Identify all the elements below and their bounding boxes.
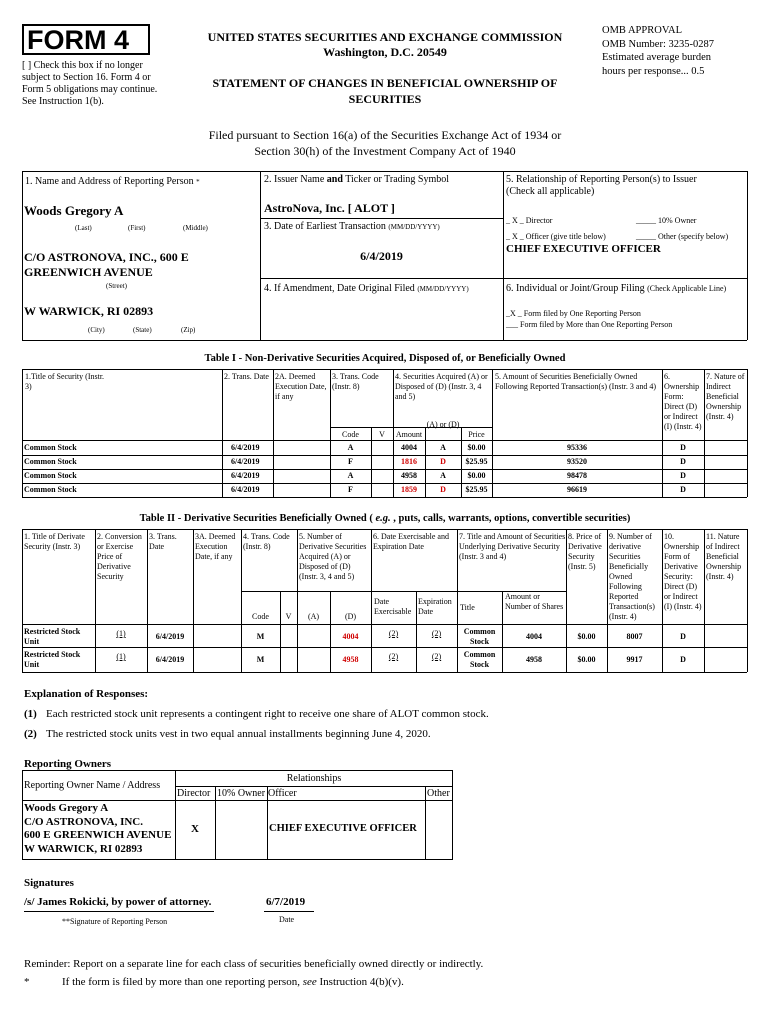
t1-row-form: D (680, 485, 686, 494)
t1-row-code: F (348, 485, 353, 494)
t2-h4: 4. Trans. Code (Instr. 8) (243, 532, 290, 551)
t2-top (22, 529, 747, 530)
t1-row-code: A (347, 443, 354, 452)
t2-row-conv: (1) (116, 652, 126, 661)
t2-h2: 2. Conversion or Exercise Price of Derivative Security (97, 532, 142, 581)
omb-approval (602, 24, 767, 78)
box1-label (25, 176, 200, 188)
t2-row-expiration: (2) (431, 629, 442, 638)
t2-v6 (371, 529, 372, 672)
t1-row-code: A (347, 471, 354, 480)
t2-h10: 10. Ownership Form of Derivative Security: Direct (D) or Indirect (I) (Instr. 4) (664, 532, 702, 611)
t1-h1: 1.Title of Security (Instr. 3) (25, 372, 105, 391)
box3-label-fmt: (MM/DD/YYYY) (388, 223, 440, 231)
t2-row-uamount: 4004 (526, 632, 542, 641)
other-checkbox[interactable]: _____ Other (specify below) (636, 232, 729, 241)
t1-row-sep (22, 455, 747, 456)
t2-sub-code: Code (252, 612, 269, 621)
signature-line (24, 911, 214, 912)
ro-director-x: X (191, 823, 199, 835)
footer-note-post: Instruction 4(b)(v). (316, 976, 404, 988)
label-first: (First) (128, 224, 146, 232)
t1-bottom (22, 497, 747, 498)
t2-header-bottom (22, 624, 747, 625)
t1-row-sep (22, 469, 747, 470)
label-last: (Last) (75, 224, 92, 232)
t2-row-price: $0.00 (577, 632, 596, 641)
footer-note-pre: If the form is filed by more than one reporting person, (62, 976, 303, 988)
explanation-title: Explanation of Responses: (24, 688, 149, 700)
ro-v4 (425, 786, 426, 860)
t2-row-title: Restricted Stock Unit (24, 650, 81, 669)
t1-v0 (22, 369, 23, 497)
t2-row-d: 4004 (342, 632, 359, 641)
date-line (264, 911, 314, 912)
signatures-title: Signatures (24, 877, 74, 889)
footer-star: * (24, 976, 30, 988)
label-street: (Street) (106, 282, 127, 290)
t2-v9 (607, 529, 608, 672)
omb-burden-1: Estimated average burden (602, 52, 712, 63)
t2-row-utitle: Common Stock (463, 650, 496, 669)
sec-title: UNITED STATES SECURITIES AND EXCHANGE COMMISSION (207, 30, 563, 44)
t1-row-owned: 93520 (567, 457, 587, 466)
director-checkbox[interactable]: _ X _ Director (506, 216, 553, 225)
t2-row-form: D (680, 632, 686, 641)
box2-label (264, 174, 449, 186)
t1-row-date: 6/4/2019 (231, 485, 260, 494)
box4-label-text: 4. If Amendment, Date Original Filed (264, 283, 415, 294)
box4-label (264, 283, 469, 295)
t2-row-price: $0.00 (577, 655, 596, 664)
t1-row-title: Common Stock (24, 457, 77, 466)
t1-row-ad: A (440, 471, 446, 480)
t1-row-title: Common Stock (24, 443, 77, 452)
reporting-person-name: Woods Gregory A (24, 203, 124, 218)
t2-sub-amount: Amount or Number of Shares (505, 592, 564, 611)
ro-col-ten: 10% Owner (217, 788, 266, 799)
t2-h8: 8. Price of Derivative Security (Instr. 5) (568, 532, 602, 571)
t1-h7: 7. Nature of Indirect Beneficial Ownership (Instr. 4) (706, 372, 745, 421)
t1-row-form: D (680, 457, 686, 466)
t2-sub-a: (A) (307, 612, 320, 621)
t1-row-form: D (680, 471, 686, 480)
reminder: Reminder: Report on a separate line for each class of securities beneficially owned directly or indirectly. (24, 958, 484, 970)
ro-officer-title: CHIEF EXECUTIVE OFFICER (269, 823, 417, 834)
box2-label-post: Ticker or Trading Symbol (342, 174, 450, 185)
box6-label-note: (Check Applicable Line) (647, 284, 727, 293)
t2-subhead-a (241, 591, 371, 592)
explanation-text: The restricted stock units vest in two equal annual installments beginning June 4, 2020. (46, 728, 431, 740)
t2-bottom (22, 672, 747, 673)
t1-row-ad: D (440, 457, 446, 466)
sec-address: Washington, D.C. 20549 (323, 45, 447, 59)
grid-divider-2 (503, 171, 504, 340)
t2-row-owned: 8007 (626, 632, 643, 641)
t2-h6: 6. Date Exercisable and Expiration Date (373, 532, 449, 551)
t1-row-code: F (348, 457, 353, 466)
t2-row-code: M (256, 632, 265, 641)
t1-sub-price: Price (468, 430, 485, 439)
explanation-text: Each restricted stock unit represents a contingent right to receive one share of ALOT common stock. (46, 708, 489, 720)
table2-title-pre: Table II - Derivative Securities Beneficially Owned ( (139, 513, 376, 524)
omb-burden-2: hours per response... 0.5 (602, 65, 705, 77)
box3-label-text: 3. Date of Earliest Transaction (264, 221, 386, 232)
t1-row-price: $0.00 (467, 471, 486, 480)
t1-v2 (273, 369, 274, 497)
t1-row-date: 6/4/2019 (231, 471, 260, 480)
t2-row-conv: (1) (116, 629, 126, 638)
t2-sub-expiration: Expiration Date (418, 597, 452, 616)
t2-v12 (747, 529, 748, 672)
t2-v4 (241, 529, 242, 672)
ro-address (24, 802, 171, 856)
t1-row-amount: 4004 (401, 443, 417, 452)
box5-label-line2: (Check all applicable) (506, 186, 595, 197)
t2-row-exercisable: (2) (388, 629, 399, 638)
t2-v10 (662, 529, 663, 672)
omb-number: OMB Number: 3235-0287 (602, 38, 714, 50)
table2-title-post: , puts, calls, warrants, options, convertible securities) (390, 513, 631, 524)
box3-bottom (260, 278, 747, 279)
t2-h7: 7. Title and Amount of Securities Underlying Derivative Security (Instr. 3 and 4) (459, 532, 566, 561)
t2-row-code: M (256, 655, 265, 664)
explanation-num: (1) (24, 708, 37, 720)
t2-h11: 11. Nature of Indirect Beneficial Ownership (Instr. 4) (706, 532, 742, 581)
t2-v3 (193, 529, 194, 672)
filed-pursuant-line2: Section 30(h) of the Investment Company Act of 1940 (254, 144, 516, 158)
t1-row-ad: D (440, 485, 446, 494)
t1-top (22, 369, 747, 370)
t1-h5: 5. Amount of Securities Beneficially Owned Following Reported Transaction(s) (Instr. 3 and 4) (495, 372, 657, 391)
t1-h3: 3. Trans. Code (Instr. 8) (332, 372, 379, 391)
t2-h3a: 3A. Deemed Execution Date, if any (195, 532, 236, 561)
t1-row-price: $0.00 (467, 443, 486, 452)
ro-address-2: C/O ASTRONOVA, INC. (24, 815, 143, 828)
statement-title-line2: SECURITIES (348, 92, 422, 106)
signature-name: /s/ James Rokicki, by power of attorney. (24, 896, 212, 908)
footer-note (62, 976, 404, 988)
t1-h4: 4. Securities Acquired (A) or Disposed of (D) (Instr. 3, 4 and 5) (395, 372, 488, 401)
table2-title (0, 513, 770, 524)
reporting-owners-title: Reporting Owners (24, 758, 112, 770)
officer-checkbox[interactable]: _ X _ Officer (give title below) (506, 232, 606, 241)
t2-row-exercisable: (2) (388, 652, 399, 661)
t1-subhead (330, 427, 492, 428)
issuer-name: AstroNova, Inc. [ ALOT ] (264, 201, 395, 215)
t1-h2a: 2A. Deemed Execution Date, if any (275, 372, 327, 401)
t1-h2: 2. Trans. Date (224, 372, 269, 381)
filed-pursuant-line1: Filed pursuant to Section 16(a) of the Securities Exchange Act of 1934 or (208, 128, 562, 142)
box1-asterisk: * (196, 178, 200, 186)
t1-sub-code: Code (342, 430, 359, 439)
box6-label-text: 6. Individual or Joint/Group Filing (506, 283, 645, 294)
t1-row-ad: A (440, 443, 446, 452)
ro-address-4: W WARWICK, RI 02893 (24, 842, 143, 855)
statement-title-line1: STATEMENT OF CHANGES IN BENEFICIAL OWNERSHIP OF (212, 76, 558, 90)
ten-percent-owner-checkbox[interactable]: _____ 10% Owner (636, 216, 697, 225)
t2-sub-d: (D) (344, 612, 357, 621)
date-label: Date (279, 915, 295, 924)
t2-row-expiration: (2) (431, 652, 442, 661)
t1-row-title: Common Stock (24, 485, 77, 494)
t1-v7 (704, 369, 705, 497)
signature-label: **Signature of Reporting Person (62, 917, 168, 926)
t1-sub-v: V (379, 430, 385, 439)
grid-left-line (22, 171, 23, 340)
t1-row-amount: 1816 (401, 457, 417, 466)
ro-v2 (215, 786, 216, 860)
t2-v1 (95, 529, 96, 672)
no-longer-subject-checkbox[interactable]: [ ] Check this box if no longer subject to Section 16. Form 4 or Form 5 obligations may continue. See Instruction 1(b). (22, 60, 158, 107)
t2-row-date: 6/4/2019 (155, 632, 185, 641)
t2-row-uamount: 4958 (526, 655, 542, 664)
t2-v0 (22, 529, 23, 672)
box4-label-fmt: (MM/DD/YYYY) (417, 285, 469, 293)
t2-sub-exercisable: Date Exercisable (374, 597, 412, 616)
t2-row-d: 4958 (342, 655, 359, 664)
ro-address-3: 600 E GREENWICH AVENUE (24, 829, 172, 841)
t2-v2 (147, 529, 148, 672)
t2-v4b (280, 591, 281, 672)
one-person-filing[interactable]: _X _ Form filed by One Reporting Person (506, 309, 641, 318)
t1-row-form: D (680, 443, 686, 452)
table2-title-eg: e.g. (375, 513, 391, 524)
footer-note-see: see (302, 976, 317, 988)
label-state: (State) (133, 326, 152, 334)
ro-h1 (175, 786, 453, 787)
multi-person-filing[interactable]: ___ Form filed by More than One Reporting Person (506, 320, 673, 329)
explanation-num: (2) (24, 728, 37, 740)
t1-row-owned: 96619 (567, 485, 587, 494)
grid-right-line (747, 171, 748, 340)
t2-sub-title: Title (460, 603, 475, 612)
label-city: (City) (88, 326, 105, 334)
t1-row-date: 6/4/2019 (231, 457, 260, 466)
officer-title: CHIEF EXECUTIVE OFFICER (506, 243, 661, 255)
form-title: FORM 4 (27, 25, 130, 55)
t1-header-bottom (22, 440, 747, 441)
t2-h3: 3. Trans. Date (149, 532, 177, 551)
t1-row-sep (22, 483, 747, 484)
t1-row-owned: 95336 (567, 443, 587, 452)
label-zip: (Zip) (181, 326, 196, 334)
t1-v8 (747, 369, 748, 497)
signature-date: 6/7/2019 (266, 896, 306, 908)
t2-h5: 5. Number of Derivative Securities Acquired (A) or Disposed of (D) (Instr. 3, 4 and 5) (299, 532, 367, 581)
t2-row-form: D (680, 655, 686, 664)
t1-row-price: $25.95 (465, 457, 488, 466)
grid-top-line (22, 171, 747, 172)
t1-row-amount: 4958 (401, 471, 417, 480)
t1-row-amount: 1859 (401, 485, 417, 494)
t2-row-sep (22, 647, 747, 648)
t1-row-date: 6/4/2019 (231, 443, 260, 452)
t2-row-owned: 9917 (626, 655, 643, 664)
ro-col-director: Director (177, 788, 211, 799)
reporting-person-city: W WARWICK, RI 02893 (24, 304, 154, 318)
t2-row-title: Restricted Stock Unit (24, 627, 81, 646)
table1-title: Table I - Non-Derivative Securities Acquired, Disposed of, or Beneficially Owned (204, 353, 566, 364)
t2-row-utitle: Common Stock (463, 627, 496, 646)
ro-h2 (22, 800, 453, 801)
ro-address-1: Woods Gregory A (24, 802, 109, 814)
box1-label-text: 1. Name and Address of Reporting Person (25, 176, 194, 187)
omb-title: OMB APPROVAL (602, 25, 683, 36)
reporting-person-street: C/O ASTRONOVA, INC., 600 E GREENWICH AVENUE (24, 250, 189, 279)
box2-label-and: and (326, 174, 343, 185)
t2-v11 (704, 529, 705, 672)
box3-label (264, 221, 440, 233)
t2-h9: 9. Number of derivative Securities Beneficially Owned Following Reported Transaction(s) (Instr. 4) (609, 532, 655, 621)
box5-label (506, 174, 746, 198)
t2-h1: 1. Title of Derivate Security (Instr. 3) (24, 532, 85, 551)
box6-label (506, 283, 726, 295)
ro-col-other: Other (427, 788, 450, 799)
box2-label-pre: 2. Issuer Name (264, 174, 327, 185)
t1-row-title: Common Stock (24, 471, 77, 480)
t2-v8 (566, 529, 567, 672)
t1-h6: 6. Ownership Form: Direct (D) or Indirect (I) (Instr. 4) (664, 372, 702, 431)
t2-row-date: 6/4/2019 (155, 655, 185, 664)
t1-sub-amount: Amount (395, 430, 423, 439)
box2-bottom (260, 218, 503, 219)
t1-v1 (222, 369, 223, 497)
t1-row-owned: 98478 (567, 471, 587, 480)
ro-col-officer: Officer (268, 788, 297, 799)
grid-bottom-line (22, 340, 747, 341)
t1-row-price: $25.95 (465, 485, 488, 494)
ro-relationships: Relationships (286, 773, 342, 784)
earliest-transaction-date: 6/4/2019 (360, 249, 403, 263)
ro-col-name: Reporting Owner Name / Address (24, 780, 161, 791)
label-middle: (Middle) (183, 224, 208, 232)
t1-sub-ad: (A) or (D) (426, 420, 460, 429)
t2-sub-v: V (285, 612, 292, 621)
box5-label-line1: 5. Relationship of Reporting Person(s) to Issuer (506, 174, 697, 185)
